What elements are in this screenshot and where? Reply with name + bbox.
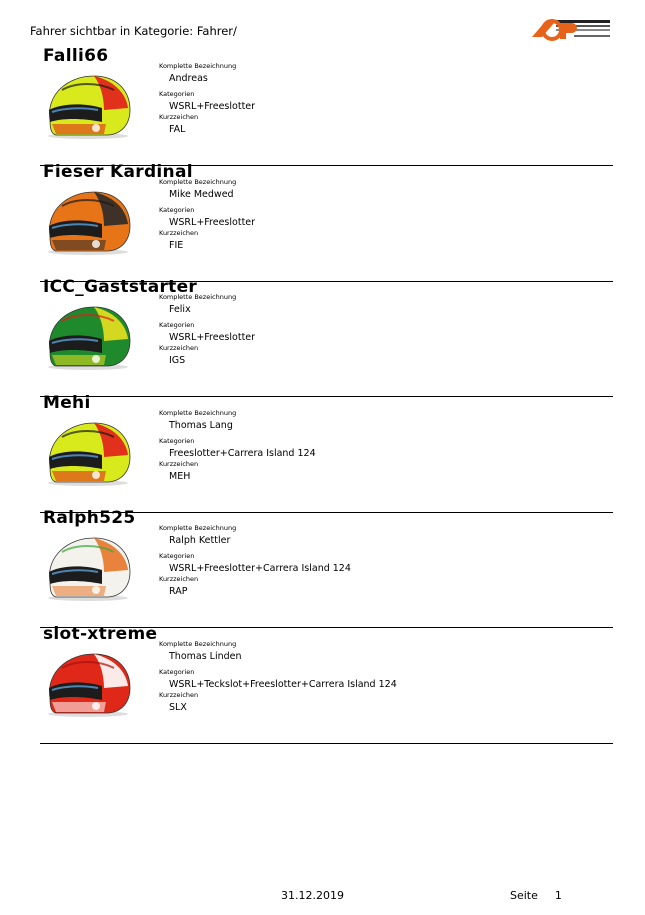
full-name-label: Komplette Bezeichnung (159, 640, 237, 648)
full-name-label: Komplette Bezeichnung (159, 409, 237, 417)
full-name-label: Komplette Bezeichnung (159, 524, 237, 532)
short-code-label: Kurzzeichen (159, 344, 199, 352)
helmet-image (42, 74, 132, 140)
categories-label: Kategorien (159, 321, 195, 329)
driver-entry (40, 277, 613, 397)
categories-label: Kategorien (159, 90, 195, 98)
driver-entry (40, 508, 613, 628)
page-title: Fahrer sichtbar in Kategorie: Fahrer/ (30, 24, 237, 38)
short-code-label: Kurzzeichen (159, 113, 199, 121)
full-name-value: Ralph Kettler (169, 535, 231, 546)
categories-value: WSRL+Teckslot+Freeslotter+Carrera Island 124 (169, 679, 397, 690)
short-code-value: MEH (169, 471, 191, 482)
full-name-label: Komplette Bezeichnung (159, 293, 237, 301)
driver-details (159, 178, 599, 252)
driver-details (159, 409, 599, 483)
driver-details (159, 293, 599, 367)
categories-label: Kategorien (159, 552, 195, 560)
print-date: 31.12.2019 (281, 889, 344, 902)
driver-name: Falli66 (43, 46, 109, 66)
page-indicator (510, 889, 562, 902)
categories-label: Kategorien (159, 437, 195, 445)
categories-value: WSRL+Freeslotter+Carrera Island 124 (169, 563, 351, 574)
driver-entry (40, 624, 613, 744)
driver-entry (40, 46, 613, 166)
full-name-value: Thomas Linden (169, 651, 242, 662)
driver-name: Mehi (43, 393, 91, 413)
short-code-label: Kurzzeichen (159, 575, 199, 583)
driver-entry (40, 393, 613, 513)
driver-name: Fieser Kardinal (43, 162, 193, 182)
short-code-label: Kurzzeichen (159, 229, 199, 237)
full-name-value: Andreas (169, 73, 208, 84)
short-code-label: Kurzzeichen (159, 460, 199, 468)
helmet-image (42, 421, 132, 487)
full-name-value: Thomas Lang (169, 420, 233, 431)
categories-value: WSRL+Freeslotter (169, 217, 256, 228)
helmet-image (42, 305, 132, 371)
driver-name: ICC_Gaststarter (43, 277, 198, 297)
page-label: Seite (510, 889, 538, 902)
driver-details (159, 62, 599, 136)
categories-label: Kategorien (159, 206, 195, 214)
helmet-image (42, 652, 132, 718)
driver-name: slot-xtreme (43, 624, 158, 644)
page-number: 1 (554, 889, 562, 902)
categories-value: WSRL+Freeslotter (169, 101, 256, 112)
short-code-value: SLX (169, 702, 187, 713)
full-name-label: Komplette Bezeichnung (159, 62, 237, 70)
driver-details (159, 524, 599, 598)
short-code-value: FAL (169, 124, 186, 135)
full-name-value: Felix (169, 304, 191, 315)
helmet-image (42, 190, 132, 256)
categories-value: WSRL+Freeslotter (169, 332, 256, 343)
driver-name: Ralph525 (43, 508, 136, 528)
helmet-image (42, 536, 132, 602)
full-name-label: Komplette Bezeichnung (159, 178, 237, 186)
driver-entry (40, 162, 613, 282)
categories-label: Kategorien (159, 668, 195, 676)
brand-logo (530, 17, 612, 43)
short-code-value: RAP (169, 586, 188, 597)
full-name-value: Mike Medwed (169, 189, 234, 200)
short-code-value: FIE (169, 240, 184, 251)
driver-details (159, 640, 599, 714)
short-code-value: IGS (169, 355, 186, 366)
short-code-label: Kurzzeichen (159, 691, 199, 699)
categories-value: Freeslotter+Carrera Island 124 (169, 448, 316, 459)
